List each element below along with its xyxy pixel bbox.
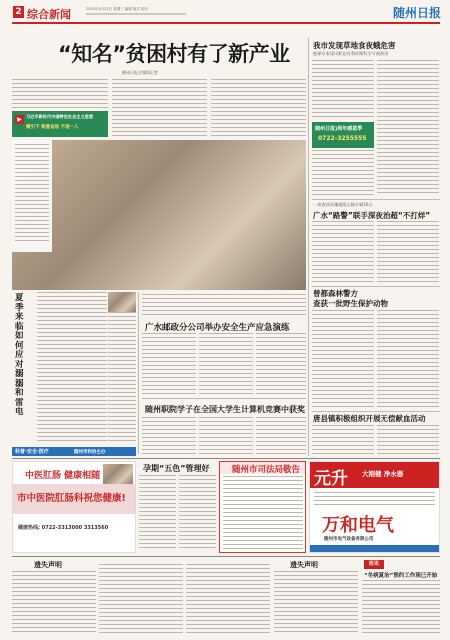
- page-number: 2: [15, 7, 22, 17]
- page-number-badge: [13, 6, 24, 18]
- divider-h2: [312, 199, 440, 200]
- column-banner-sub: 微引下 锐意奋进 不进一入: [26, 125, 79, 130]
- column-banner: [12, 111, 108, 137]
- notice-text-1a: [12, 571, 96, 635]
- right-headline-1: 我市发现草地食夜蛾危害: [313, 41, 396, 50]
- main-byline: 随州日报全媒体记者: [122, 70, 158, 75]
- appliance-name: 万和电气: [322, 515, 394, 536]
- right-story-3-col2: [377, 310, 439, 410]
- auction-notice-title: 随州市司法局敬告: [232, 465, 301, 475]
- center-headline-1: 广水邮政分公司举办安全生产应急演练: [145, 323, 290, 333]
- notice-text-1b: [99, 564, 183, 635]
- center-story-1-col1: [142, 333, 196, 395]
- meta-line: 2015年4月22日 星期三 编辑 版式 校对: [86, 7, 149, 11]
- auction-notice: [219, 461, 306, 553]
- clinic-ad-phone: 健康热线: 0722-3313000 3313560: [18, 525, 109, 531]
- clinic-ad-main: 市中医院肛肠科祝您健康!: [17, 493, 126, 504]
- center-headline-2: 随州职院学子在全国大学生计算机竞赛中获奖: [145, 405, 305, 414]
- appliance-ad[interactable]: [309, 461, 440, 553]
- notice-text-1c: [186, 564, 270, 635]
- clinic-ad-photo: [103, 464, 133, 484]
- science-photo: [108, 292, 136, 312]
- paper-name: 随州日报: [393, 6, 442, 20]
- main-photo: [12, 140, 306, 290]
- appliance-text: [314, 492, 435, 508]
- main-story-text-col3: [211, 79, 306, 137]
- column-icon: ▶: [15, 115, 24, 124]
- right-story-2-col1: [312, 221, 374, 283]
- divider-h3: [312, 286, 440, 287]
- appliance-company: 随州市电气设备有限公司: [324, 537, 374, 542]
- medical-column-title: “冬病夏治”预约工作现已开始: [364, 573, 438, 579]
- center-story-2-col3: [256, 417, 306, 455]
- right-story-4-col1: [312, 425, 374, 455]
- photo-caption: [15, 144, 49, 244]
- promo-box-phone: 0722-3255555: [318, 135, 367, 142]
- bottom-rule: [12, 458, 440, 459]
- right-story-1-col1b: [312, 150, 374, 195]
- right-story-3-col1: [312, 310, 374, 410]
- appliance-bottom-bar: [310, 545, 439, 552]
- pregnancy-column: [139, 461, 217, 553]
- pregnancy-text-col2: [179, 475, 216, 551]
- science-text-b: [108, 300, 136, 444]
- promo-box-title: 随州日报)周年感恩季: [315, 126, 363, 132]
- right-sub-1: 植保专家建议抓住有利时期科学开展防治: [313, 51, 389, 56]
- right-story-1-col1: [312, 60, 374, 120]
- divider-h4: [312, 411, 440, 412]
- section-title: 综合新闻: [27, 8, 71, 21]
- bottom-rule-2: [12, 556, 440, 557]
- auction-notice-text: [223, 476, 303, 552]
- medical-column-tag: [364, 560, 384, 569]
- right-headline-5: 查获一批野生保护动物: [313, 299, 388, 308]
- science-tag-label: 科普·安全·医疗: [15, 449, 49, 455]
- right-story-4-col2: [377, 425, 439, 455]
- meta-line-2: [86, 13, 186, 15]
- main-story-text-col2: [112, 79, 207, 137]
- right-story-1-col2: [377, 60, 439, 195]
- science-feature-text: [37, 292, 107, 444]
- right-story-2-col2: [377, 221, 439, 283]
- main-headline: “知名”贫困村有了新产业: [58, 42, 290, 66]
- medical-column: [362, 560, 440, 636]
- notice-title-1: 遗失声明: [34, 561, 62, 569]
- right-headline-3: 广水“路警”联手深夜治超“不打烊”: [313, 211, 431, 220]
- science-tag-footer: 随州市科协主办: [74, 449, 106, 455]
- right-headline-4: 曾都森林警方: [313, 289, 358, 298]
- center-top-text: [142, 294, 306, 318]
- medical-column-label: 医讯: [368, 561, 379, 567]
- appliance-brand: 元升: [314, 469, 348, 489]
- column-banner-title: 习近平新时代中国特色社会主义思想: [26, 114, 94, 119]
- science-feature: [12, 292, 36, 447]
- masthead: [0, 0, 450, 34]
- masthead-rule: [12, 22, 440, 24]
- notice-title-2: 遗失声明: [290, 561, 318, 569]
- clinic-ad-title: 中医肛肠 健康相随: [25, 471, 101, 481]
- center-story-2-col1: [142, 417, 196, 455]
- promo-box[interactable]: [312, 122, 374, 148]
- notice-text-2: [274, 571, 358, 635]
- divider-v1: [138, 292, 139, 454]
- right-headline-6: 唐县镇积极组织开展无偿献血活动: [313, 414, 426, 423]
- medical-column-text: [362, 580, 440, 635]
- center-story-2-col2: [199, 417, 253, 455]
- science-tag: [12, 447, 136, 456]
- pregnancy-text-col1: [139, 475, 176, 551]
- clinic-ad[interactable]: [12, 461, 136, 553]
- appliance-slogan: 大刚健 净水器: [362, 470, 404, 478]
- divider-h1: [142, 398, 306, 399]
- science-feature-title: 夏季来临 如何应对溺溺和雷电: [15, 293, 24, 417]
- main-story-text-col1: [12, 79, 108, 109]
- right-kicker-2: 一夜查获涉嫌超限运输车辆16台: [313, 202, 373, 207]
- pregnancy-title: 孕期“五色”管理好: [143, 464, 210, 473]
- center-story-1-col3: [256, 333, 306, 395]
- divider-v2: [308, 38, 309, 456]
- center-story-1-col2: [199, 333, 253, 395]
